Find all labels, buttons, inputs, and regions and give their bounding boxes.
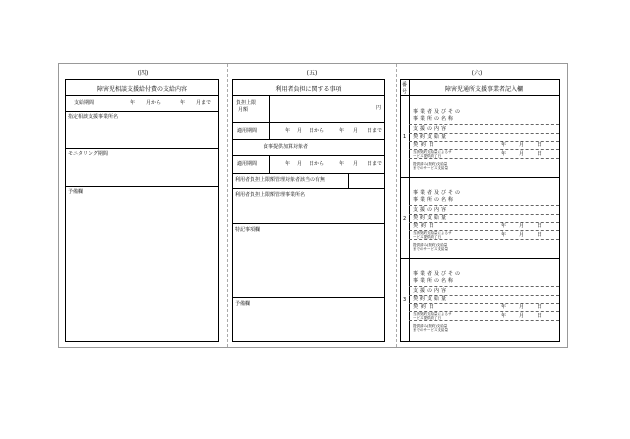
panel-number-4: (四)	[137, 70, 149, 77]
consult-office-label: 指定相談支援事業所名	[68, 114, 119, 120]
monitoring-period-label: モニタリング期間	[68, 151, 108, 157]
support-period-label: 支給期間	[74, 100, 95, 106]
panel-middle-title: 利用者負担に関する事項	[275, 86, 342, 93]
entry-number-1: 1	[403, 134, 407, 140]
certificate-page	[58, 63, 568, 348]
fold-line-right	[396, 64, 397, 347]
panel-number-5: (五)	[306, 70, 318, 77]
yen-unit: 円	[376, 105, 382, 111]
mgmt-office-label: 利用者負担上限額管理事業所名	[235, 192, 306, 198]
panel-left-box: 障害児相談支援給付費の支給内容 支給期間 年 月から 年 月まで 指定相談支援事業所名 モニタリング期間 予備欄	[65, 79, 219, 342]
special-notes-label: 特記事項欄	[235, 227, 261, 233]
fold-line-left	[227, 64, 228, 347]
entry-number-2: 2	[403, 216, 407, 222]
reserve-label-left: 予備欄	[68, 189, 84, 195]
panel-number-6: (六)	[471, 70, 483, 77]
panel-middle-box: 利用者負担に関する事項 負担上限 月額 円 適用期間 年 月 日から 年 月 日まで 食事提供加算対象者 適用期間 年 月 日から 年 月 日まで 利用者負担上限額管理対象者該当の有無 利用者負担上限額管理事業所名 特記事項欄 予備欄	[232, 79, 385, 342]
meal-addition-label: 食事提供加算対象者	[263, 144, 309, 150]
reserve-label-middle: 予備欄	[235, 301, 251, 307]
panel-right-title: 障害児通所支援事業者記入欄	[444, 86, 523, 93]
panel-right-box: 番 号 障害児通所支援事業者記入欄 1 事業者及びその 事業所の名称 支援の内容 契約支給量 契約日 年 月 日 当該契約支給量によるサ ービス提供終了日 年 月 日 提供済み(契約)支給量 までのサービス支給量 2 事業者及びその 事業所の名称 支援の内容 契約支給量 契約日 年 月 日 当該契約支給量によるサ ービス提供終了日 年 月 日 提供済み(契約)支給量 までのサービス支給量 3 事業者及びその 事業所の名称 支援の内容 契約支給量 契約日 年 月 日 当該契約支給量によるサ ービス提供終了日 年 月 日 提供済み(契約)支給量 までのサービス支給量	[400, 79, 560, 342]
mgmt-flag-label: 利用者負担上限額管理対象者該当の有無	[235, 177, 326, 183]
entry-number-3: 3	[403, 297, 407, 303]
panel-left-title: 障害児相談支援給付費の支給内容	[96, 86, 187, 93]
